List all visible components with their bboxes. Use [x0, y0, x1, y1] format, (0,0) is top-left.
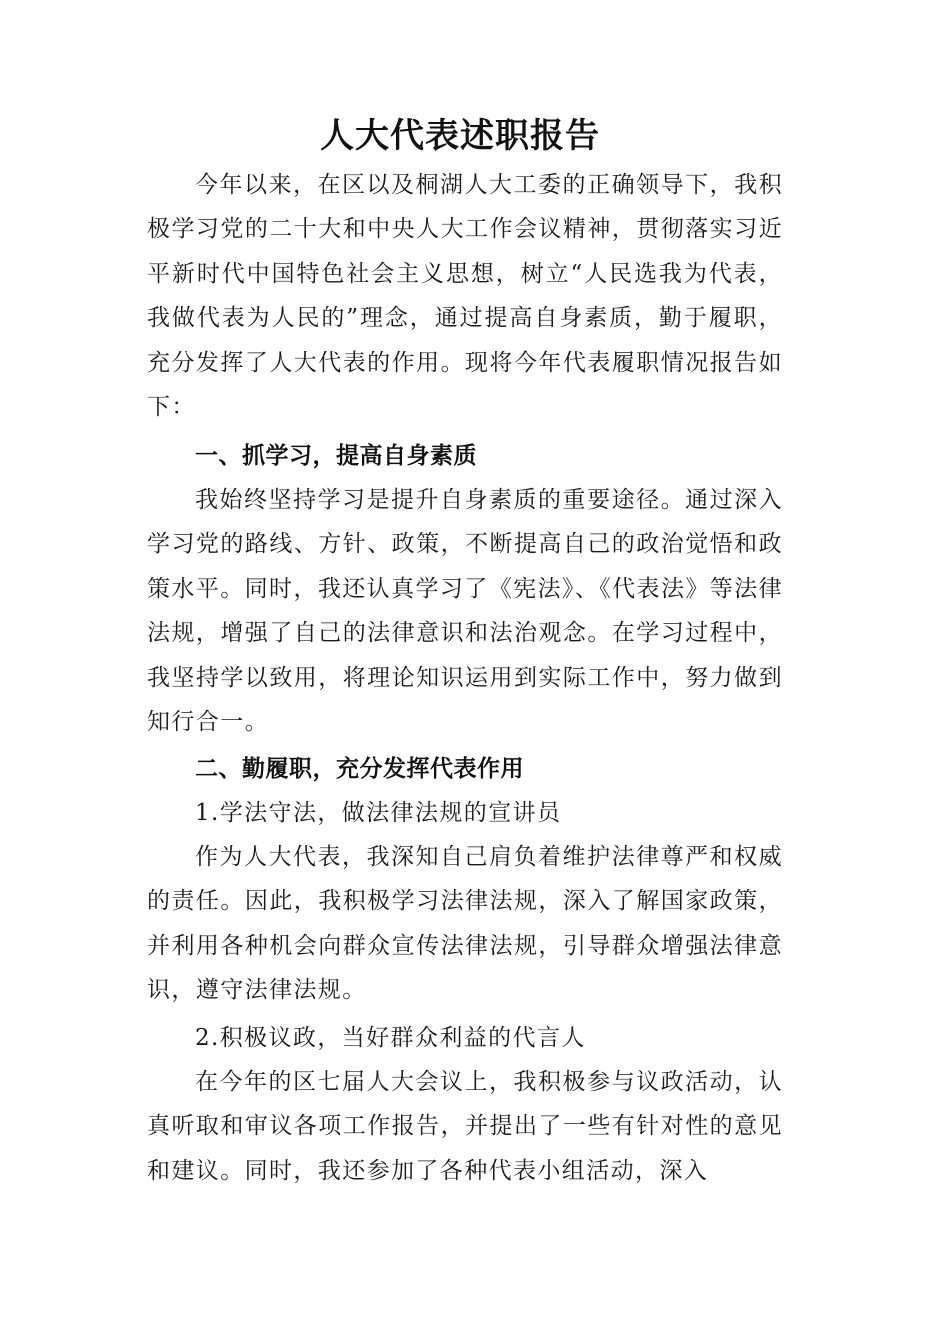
subsection-2-paragraph: 在今年的区七届人大会议上，我积极参与议政活动，认真听取和审议各项工作报告，并提出了一些有针对性的意见和建议。同时，我还参加了各种代表小组活动，深入 [147, 1069, 783, 1184]
document-title: 人大代表述职报告 [320, 116, 600, 156]
subsection-1-heading: 1.学法守法，做法律法规的宣讲员 [195, 800, 562, 826]
section-2-heading: 二、勤履职，充分发挥代表作用 [195, 756, 524, 782]
intro-paragraph: 今年以来，在区以及桐湖人大工委的正确领导下，我积极学习党的二十大和中央人大工作会议精神，贯彻落实习近平新时代中国特色社会主义思想，树立“人民选我为代表，我做代表为人民的”理念，通过提高自身素质，勤于履职，充分发挥了人大代表的作用。现将今年代表履职情况报告如下： [147, 172, 783, 421]
subsection-1-paragraph: 作为人大代表，我深知自己肩负着维护法律尊严和权威的责任。因此，我积极学习法律法规，深入了解国家政策，并利用各种机会向群众宣传法律法规，引导群众增强法律意识，遵守法律法规。 [147, 844, 783, 1004]
subsection-2-heading: 2.积极议政，当好群众利益的代言人 [195, 1025, 586, 1051]
section-1-paragraph: 我始终坚持学习是提升自身素质的重要途径。通过深入学习党的路线、方针、政策，不断提高自己的政治觉悟和政策水平。同时，我还认真学习了《宪法》、《代表法》等法律法规，增强了自己的法律意识和法治观念。在学习过程中，我坚持学以致用，将理论知识运用到实际工作中，努力做到知行合一。 [147, 487, 783, 736]
section-1-heading: 一、抓学习，提高自身素质 [195, 443, 477, 469]
